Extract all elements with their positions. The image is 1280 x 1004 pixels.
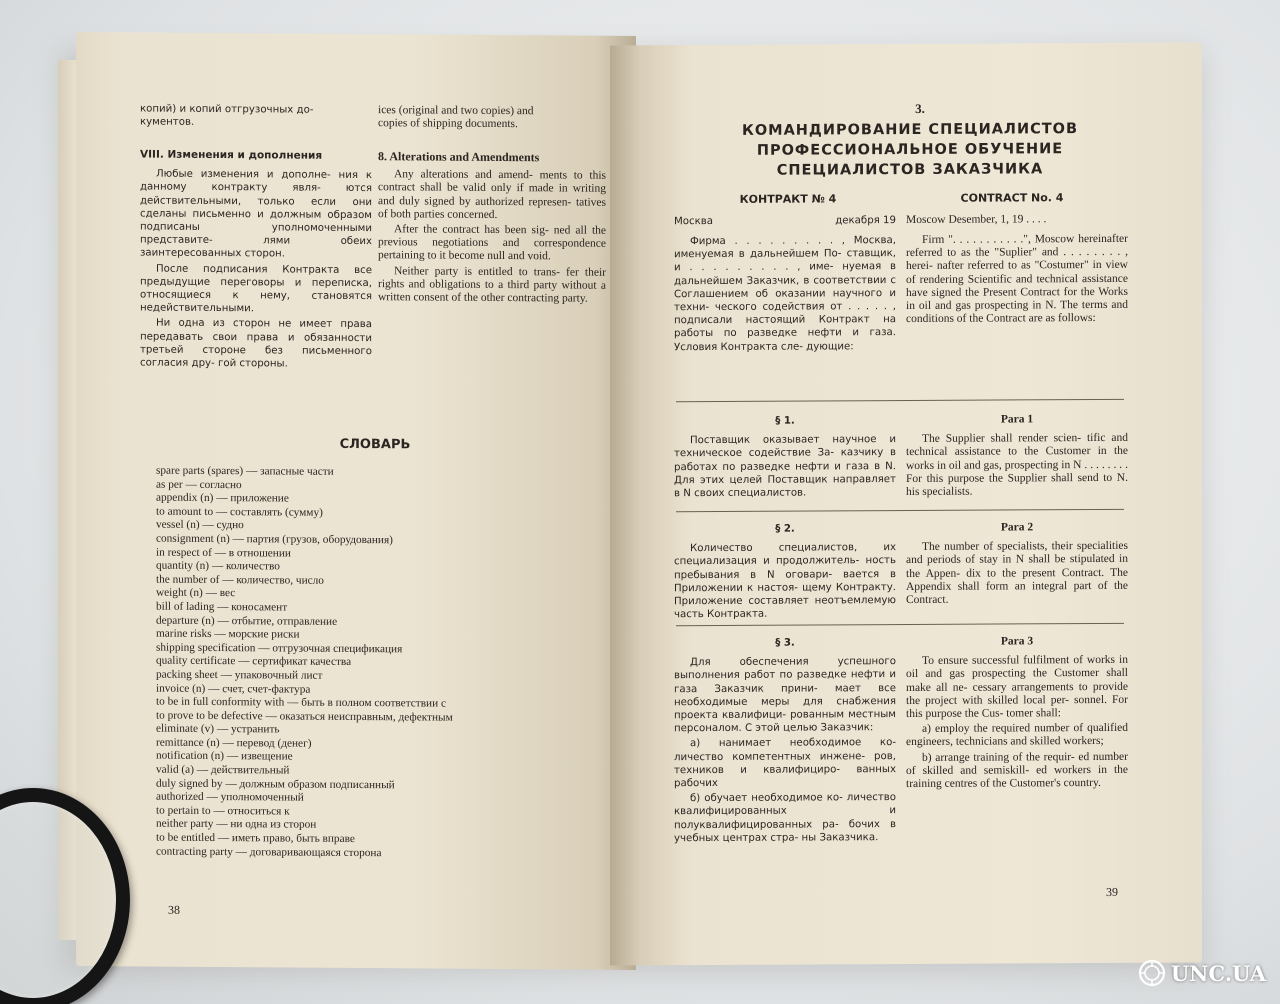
glossary-entry: marine risks — морские риски <box>156 627 300 641</box>
para3-ru-item-a: а) нанимает необходимое ко- личество компетентных инжене- ров, техников и квалифициро- ванных рабочих <box>674 737 896 790</box>
para3-en-text: To ensure successful fulfilment of works in oil and gas prospecting the Customer shall make all ne- cessary arrangements to provide the project with skilled local per- sonnel. For this purpose the Cus- tomer shall: <box>906 654 1128 721</box>
section8-en-title: 8. Alterations and Amendments <box>378 149 540 165</box>
glossary-entry: invoice (n) — счет, счет-фактура <box>156 682 311 696</box>
contract-en-title: CONTRACT No. 4 <box>960 191 1064 205</box>
intro-en <box>906 233 1128 329</box>
glossary-entry: quantity (n) — количество <box>156 559 280 573</box>
chapter-title-line: ПРОФЕССИОНАЛЬНОЕ ОБУЧЕНИЕ <box>756 141 1064 159</box>
para3-en <box>906 629 1128 793</box>
para3-en-item-a: a) employ the required number of qualified engineers, technicians and skilled workers; <box>906 722 1128 749</box>
para1-en <box>906 407 1128 501</box>
para3-en-item-b: b) arrange training of the requir- ed number of skilled and semiskill- ed workers in the training centres of the Customer's country. <box>906 750 1128 791</box>
section-divider <box>676 509 1124 512</box>
place-date-en: Moscow Desember, 1, 19 . . . . <box>906 213 1047 226</box>
para2-ru-title: § 2. <box>775 523 795 535</box>
section-divider <box>676 623 1124 626</box>
intro-ru-text: Фирма . . . . . . . . . , Москва, именуемая в дальнейшем По- ставщик, и . . . . . . . . . , име- нуемая в дальнейшем Заказчик, в соответствии с Соглашением об оказании научного и техни- ческого содействия от . . . . . , подписали настоящий Контракт на работы по разведке нефти и газа. Условия Контракта сле- дующие: <box>674 235 896 353</box>
watermark-text: UNC.UA <box>1170 960 1266 986</box>
section-divider <box>676 399 1124 402</box>
glossary-entry: contracting party — договаривающаяся сторона <box>156 845 382 859</box>
para2-en <box>906 515 1128 609</box>
top-en-text <box>378 104 606 132</box>
section8-ru-title: VIII. Изменения и дополнения <box>140 148 323 162</box>
para1-ru-title: § 1. <box>775 415 795 427</box>
watermark <box>1137 958 1266 988</box>
glossary-entry: valid (a) — действительный <box>156 763 290 777</box>
section8-ru-para: После подписания Контракта все предыдущие переговоры и переписка, относящиеся к нему, становятся недействительными. <box>140 263 372 315</box>
para3-ru-text: Для обеспечения успешного выполнения работ по разведке нефти и газа Заказчик прини- мает все необходимые меры для снабжения проекта квалифици- рованным местным персоналом. С этой целью Заказчик: <box>674 656 896 735</box>
glossary-entry: duly signed by — должным образом подписанный <box>156 777 395 791</box>
text-line: кументов. <box>140 116 195 129</box>
glossary-entry: in respect of — в отношении <box>156 546 291 560</box>
glossary-entry: the number of — количество, число <box>156 573 324 587</box>
glossary-entry: vessel (n) — судно <box>156 518 244 532</box>
date-ru: декабря 19 <box>835 215 896 227</box>
page-number-right: 39 <box>1106 884 1118 899</box>
glossary-entry: to be entitled — иметь право, быть вправе <box>156 831 355 846</box>
glossary-entry: as per — согласно <box>156 478 242 491</box>
para2-ru <box>674 516 896 624</box>
chapter-title <box>650 119 1170 182</box>
glossary-entry: to pertain to — относиться к <box>156 804 290 818</box>
page-number-left: 38 <box>168 902 180 917</box>
section8-en <box>378 150 606 308</box>
glossary-entry: spare parts (spares) — запасные части <box>156 464 334 478</box>
chapter-title-line: КОМАНДИРОВАНИЕ СПЕЦИАЛИСТОВ <box>741 121 1079 139</box>
place-ru: Москва <box>674 216 714 228</box>
glossary-title: СЛОВАРЬ <box>339 436 411 453</box>
para1-ru <box>674 408 896 502</box>
glossary-entry: notification (n) — извещение <box>156 750 293 764</box>
para3-ru-title: § 3. <box>775 637 795 649</box>
para2-ru-text: Количество специалистов, их специализация и продолжитель- ность пребывания в N оговари- вается в Приложении к настоя- щему Контракту. Приложение составляет неотъемлемую часть Контракта. <box>674 542 896 621</box>
text-line: ices (original and two copies) and <box>378 104 534 118</box>
glossary-entry: to amount to — составлять (сумму) <box>156 505 323 519</box>
glossary-entry: weight (n) — вес <box>156 586 236 600</box>
section8-en-para: After the contract has been sig- ned all the previous negotiations and correspondence pertaining to it become null and void. <box>378 223 606 263</box>
left-page <box>76 32 636 970</box>
glossary-entry: bill of lading — коносамент <box>156 600 288 614</box>
right-page <box>610 42 1202 965</box>
glossary-entry: to prove to be defective — оказаться неисправным, дефектным <box>156 709 453 724</box>
intro-en-text: Firm ". . . . . . . . . . .", Moscow hereinafter referred to as the "Suplier" and . . . . . . . . , herei- nafter referred to as "Costumer" in view of rendering Scientific and technical assistance have signed the Present Contract for the Works in oil and gas prospecting in N. The terms and conditions of the Contract are as follows: <box>906 232 1128 326</box>
top-ru-text <box>140 102 372 130</box>
section8-ru-para: Любые изменения и дополне- ния к данному контракту явля- ются действительными, только если они сделаны письменно и должным образом подписаны уполномоченными представите- лями обеих заинтересованных сторон. <box>140 168 372 260</box>
glossary-entry: authorized — уполномоченный <box>156 790 304 804</box>
text-line: копий) и копий отгрузочных до- <box>140 103 314 116</box>
glossary-entry: packing sheet — упаковочный лист <box>156 668 323 682</box>
glossary-entry: eliminate (v) — устранить <box>156 722 280 736</box>
chapter-title-line: СПЕЦИАЛИСТОВ ЗАКАЗЧИКА <box>776 161 1044 179</box>
glossary-entry: quality certificate — сертификат качества <box>156 654 352 669</box>
para2-en-title: Para 2 <box>1000 521 1034 534</box>
glossary-entry: consignment (n) — партия (грузов, оборудования) <box>156 532 393 547</box>
chapter-number: 3. <box>915 100 925 116</box>
section8-en-para: Any alterations and amend- ments to this contract shall be valid only if made in writing and duly signed by authorized represen- tatives of both parties concerned. <box>378 168 606 221</box>
glossary-entry: shipping specification — отгрузочная спецификация <box>156 641 403 656</box>
para1-ru-text: Поставщик оказывает научное и техническое содействие За- казчику в работах по разведке нефти и газа в N. Для этих целей Поставщик направляет в N своих специалистов. <box>674 434 896 500</box>
para3-ru-item-b: б) обучает необходимое ко- личество квалифицированных и полуквалифицированных ра- бочих в учебных центрах стра- ны Заказчика. <box>674 792 896 845</box>
intro-ru <box>674 234 896 356</box>
coin-logo-icon <box>1137 958 1167 988</box>
section8-ru-para: Ни одна из сторон не имеет права передавать свои права и обязанности третьей стороне без письменного согласия дру- гой стороны. <box>140 318 372 370</box>
glossary-entry: to be in full conformity with — быть в полном соответствии с <box>156 695 446 710</box>
section8-en-para: Neither party is entitled to trans- fer their rights and obligations to a third party without a written consent of the other contracting party. <box>378 264 606 305</box>
glossary-entry: neither party — ни одна из сторон <box>156 818 317 832</box>
para2-en-text: The number of specialists, their specialities and periods of stay in N shall be stipulated in the Appen- dix to the present Contract. The Appendix shall form an integral part of the Contract. <box>906 540 1128 607</box>
contract-ru-title: КОНТРАКТ № 4 <box>739 192 837 206</box>
section8-ru <box>140 148 372 373</box>
para1-en-text: The Supplier shall render scien- tific and technical assistance to the Customer in the works in oil and gas, prospecting in N . . . . . . . . For this purpose the Supplier shall send to N. his specialists. <box>906 432 1128 499</box>
glossary-entry: remittance (n) — перевод (денег) <box>156 736 312 750</box>
glossary-entry: appendix (n) — приложение <box>156 491 289 505</box>
para3-en-title: Para 3 <box>1000 635 1034 648</box>
text-line: copies of shipping documents. <box>378 117 518 131</box>
glossary-entry: departure (n) — отбытие, отправление <box>156 614 338 628</box>
place-date-ru <box>674 214 896 228</box>
glossary-list <box>156 465 616 862</box>
para1-en-title: Para 1 <box>1000 413 1034 426</box>
para3-ru <box>674 630 896 847</box>
